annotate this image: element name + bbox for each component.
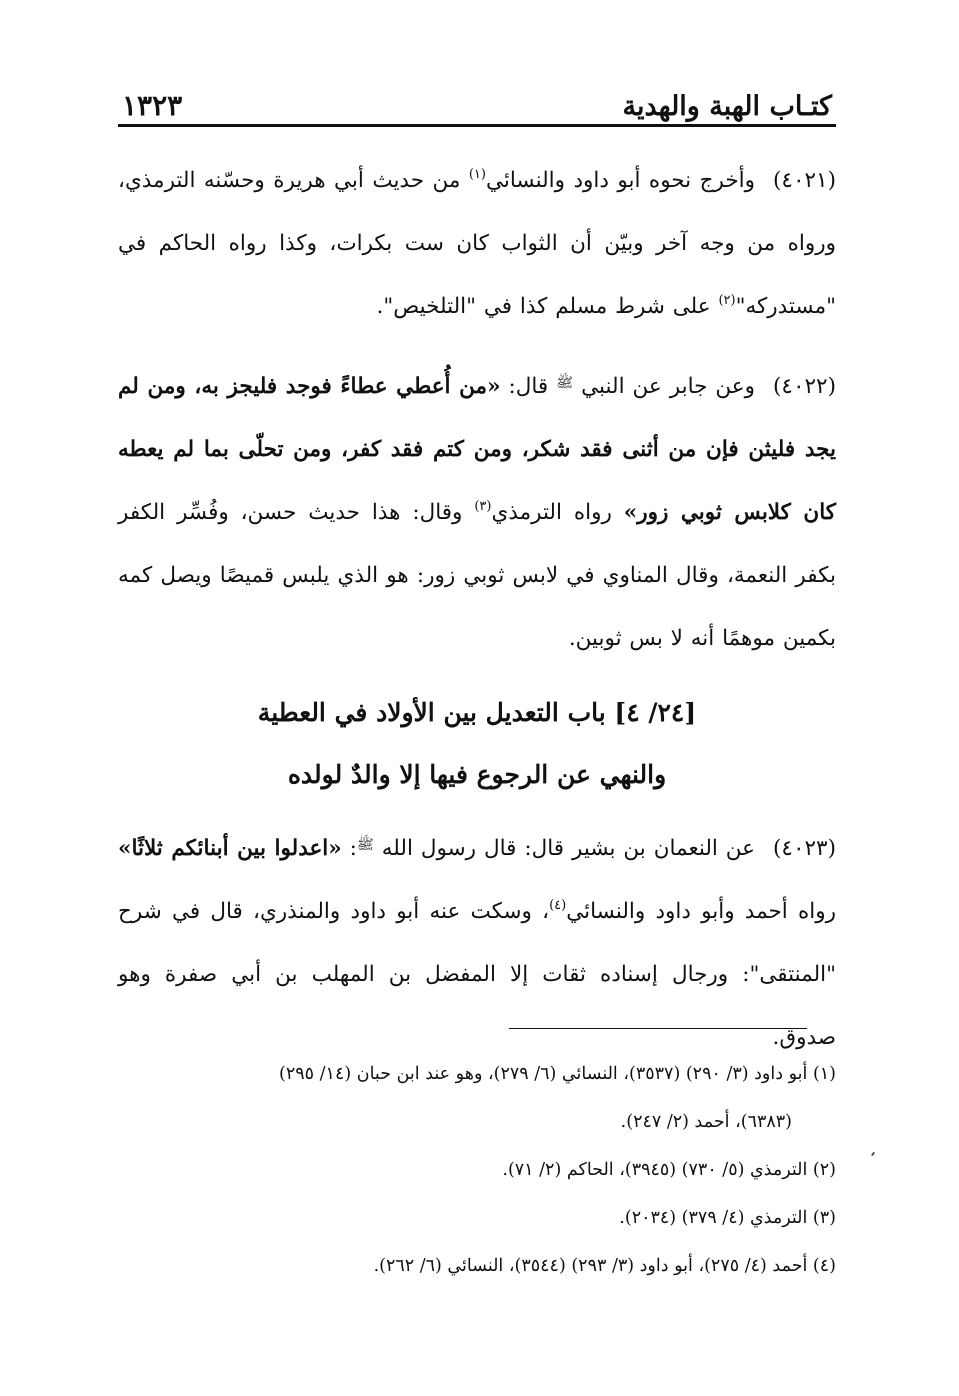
margin-speck — [871, 1152, 875, 1156]
footnote-ref[interactable]: (٢) — [718, 293, 736, 308]
hadith-text: قال: — [500, 374, 557, 399]
hadith-text: رواه الترمذي — [491, 500, 624, 525]
hadith-number: (٤٠٢٢) — [773, 374, 836, 399]
footnotes — [118, 1050, 836, 1290]
hadith-4021 — [118, 149, 836, 338]
chapter-heading-line1: [٢٤/ ٤] باب التعديل بين الأولاد في العطية — [257, 698, 697, 727]
salawat-glyph: ﷺ — [356, 837, 374, 853]
hadith-text: وعن جابر عن النبي — [573, 374, 756, 399]
hadith-text: ، وسكت عنه أبو داود والمنذري، قال في شرح "المنتقى": ورجال إسناده ثقات إلا المفضل بن المهلب بن أبي صفرة وهو صدوق. — [118, 899, 836, 1050]
hadith-4022 — [118, 352, 836, 670]
hadith-text: وأخرج نحوه أبو داود والنسائي — [485, 168, 756, 193]
footnote-2: (٢) الترمذي (٥/ ٧٣٠) (٣٩٤٥)، الحاكم (٢/ ٧١). — [502, 1160, 836, 1180]
page-number: ١٣٢٣ — [122, 89, 183, 122]
hadith-text: عن النعمان بن بشير قال: قال رسول الله — [373, 836, 756, 861]
page — [118, 80, 836, 1069]
footnote-4: (٤) أحمد (٤/ ٢٧٥)، أبو داود (٣/ ٢٩٣) (٣٥٤٤)، النسائي (٦/ ٢٦٢). — [373, 1256, 836, 1276]
footnote-ref[interactable]: (٤) — [549, 898, 567, 913]
hadith-quote: «من أُعطي عطاءً فوجد فليجز به، ومن لم يجد فليثن فإن من أثنى فقد شكر، ومن كتم فقد كفر، ومن تحلّى بما لم يعطه كان كلابس ثوبي زور» — [118, 374, 836, 525]
hadith-text: وقال: هذا حديث حسن، وفُسِّر الكفر بكفر النعمة، وقال المناوي في لابس ثوبي زور: هو الذي يلبس قميصًا ويصل كمه بكمين موهمًا أنه لا بس ثوبين. — [118, 500, 836, 651]
hadith-number: (٤٠٢١) — [773, 168, 836, 193]
page-header — [118, 80, 836, 127]
hadith-number: (٤٠٢٣) — [773, 836, 836, 861]
footnote-3: (٣) الترمذي (٤/ ٣٧٩) (٢٠٣٤). — [619, 1208, 836, 1228]
footnote-ref[interactable]: (١) — [468, 167, 486, 182]
hadith-text: من حديث أبي هريرة وحسّنه الترمذي، ورواه من وجه آخر وبيّن أن الثواب كان ست بكرات، وكذا رواه الحاكم في "مستدركه" — [118, 168, 836, 319]
footnote-separator — [509, 1028, 807, 1029]
hadith-4023 — [118, 814, 836, 1069]
footnote-1: (١) أبو داود (٣/ ٢٩٠) (٣٥٣٧)، النسائي (٦/ ٢٧٩)، وهو عند ابن حبان (١٤/ ٢٩٥) — [279, 1064, 836, 1084]
hadith-text: على شرط مسلم كذا في "التلخيص". — [376, 294, 719, 319]
salawat-glyph: ﷺ — [556, 375, 574, 391]
hadith-text: : — [341, 836, 357, 861]
hadith-quote: «اعدلوا بين أبنائكم ثلاثًا» — [118, 836, 342, 861]
chapter-heading-line2: والنهي عن الرجوع فيها إلا والدٌ لولده — [287, 760, 667, 789]
hadith-text: رواه أحمد وأبو داود والنسائي — [566, 899, 836, 924]
footnote-1-continued: (٦٣٨٣)، أحمد (٢/ ٢٤٧). — [620, 1112, 792, 1132]
running-title: كتـاب الهبة والهدية — [622, 91, 832, 122]
footnote-ref[interactable]: (٣) — [474, 499, 492, 514]
